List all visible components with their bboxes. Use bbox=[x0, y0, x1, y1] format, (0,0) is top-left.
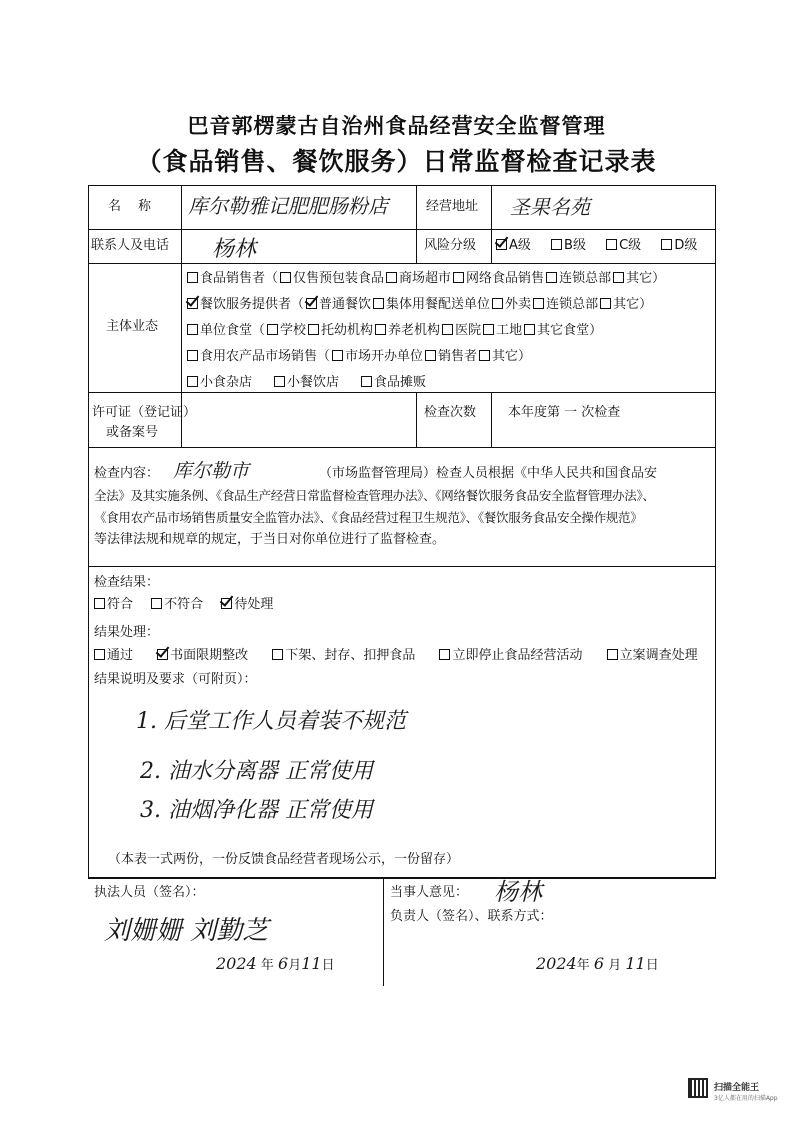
column-rule bbox=[491, 185, 492, 263]
business-option-label: 学校 bbox=[280, 323, 307, 338]
business-option[interactable] bbox=[361, 375, 426, 390]
business-option[interactable] bbox=[187, 349, 330, 364]
business-option[interactable] bbox=[546, 271, 611, 286]
signature-top-rule bbox=[88, 878, 716, 879]
business-option[interactable] bbox=[373, 297, 490, 312]
requirement-1: 1. 后堂工作人员着装不规范 bbox=[136, 709, 406, 734]
handling-options bbox=[94, 647, 698, 665]
risk-option-d[interactable]: D级 bbox=[661, 238, 697, 253]
checkbox[interactable] bbox=[661, 239, 672, 250]
opinion-label: 当事人意见： bbox=[390, 885, 469, 900]
business-option[interactable] bbox=[267, 323, 306, 338]
business-option-label: 网络食品销售 bbox=[466, 271, 545, 286]
contact-value: 杨林 bbox=[212, 237, 257, 262]
business-option-label: 连锁总部 bbox=[546, 297, 599, 312]
business-option[interactable] bbox=[386, 271, 451, 286]
inspection-prefix: 检查内容： bbox=[94, 466, 160, 481]
business-option[interactable] bbox=[492, 297, 531, 312]
checkbox[interactable] bbox=[479, 350, 490, 361]
business-option-label: 普通餐饮 bbox=[319, 297, 372, 312]
qr-code-icon bbox=[688, 1078, 708, 1098]
checkbox[interactable] bbox=[187, 350, 198, 361]
business-type-label: 主体业态 bbox=[106, 319, 159, 334]
business-option-label: 市场开办单位 bbox=[345, 349, 424, 364]
business-option[interactable] bbox=[187, 323, 265, 338]
checkbox[interactable] bbox=[492, 298, 503, 309]
checkbox[interactable] bbox=[187, 298, 198, 309]
business-option-label: 食品销售者（ bbox=[200, 271, 279, 286]
checkbox[interactable] bbox=[483, 324, 494, 335]
business-option[interactable] bbox=[483, 323, 522, 338]
inspection-line-1: （市场监督管理局）检查人员根据《中华人民共和国食品安 bbox=[319, 466, 658, 481]
business-option-label: 托幼机构 bbox=[321, 323, 374, 338]
party-date: 2024年 6 月 11日 bbox=[536, 954, 659, 973]
requirement-3: 3. 油烟净化器 正常使用 bbox=[140, 798, 373, 823]
checkbox[interactable] bbox=[442, 324, 453, 335]
license-label-2: 或备案号 bbox=[106, 425, 159, 440]
business-option-label: 其它） bbox=[492, 349, 532, 364]
checkbox[interactable] bbox=[221, 598, 232, 609]
opinion-signature: 杨林 bbox=[494, 878, 542, 906]
inspection-line-3: 《食用农产品市场销售质量安全监管办法》、《食品经营过程卫生规范》、《餐饮服务食品安全操作规范》 bbox=[94, 510, 643, 525]
checkbox[interactable] bbox=[280, 272, 291, 283]
risk-option-b[interactable]: B级 bbox=[551, 238, 586, 253]
officers-signature: 刘姗姗 刘勤芝 bbox=[104, 916, 269, 946]
business-option-label: 其它） bbox=[626, 271, 666, 286]
handling-option-rectify[interactable]: 书面限期整改 bbox=[157, 648, 248, 663]
inspection-line-4: 等法律法规和规章的规定，于当日对你单位进行了监督检查。 bbox=[94, 532, 446, 547]
business-option-label: 外卖 bbox=[505, 297, 532, 312]
risk-label: 风险分级 bbox=[424, 238, 477, 253]
checkbox[interactable] bbox=[600, 298, 611, 309]
requirement-2: 2. 油水分离器 正常使用 bbox=[140, 759, 373, 784]
checkbox[interactable] bbox=[308, 324, 319, 335]
checkbox[interactable] bbox=[613, 272, 624, 283]
watermark-subtitle: 3亿人都在用的扫描App bbox=[714, 1095, 778, 1102]
business-row bbox=[187, 296, 654, 314]
title-line-1: 巴音郭楞蒙古自治州食品经营安全监督管理 bbox=[187, 114, 606, 138]
business-option-label: 医院 bbox=[455, 323, 482, 338]
address-label: 经营地址 bbox=[426, 199, 479, 214]
results-label: 检查结果： bbox=[94, 575, 160, 590]
checkbox[interactable] bbox=[157, 649, 168, 660]
business-option[interactable] bbox=[533, 297, 598, 312]
handling-option-investigate[interactable]: 立案调查处理 bbox=[607, 648, 698, 663]
row-rule bbox=[88, 392, 716, 393]
title-line-2: （食品销售、餐饮服务）日常监督检查记录表 bbox=[136, 147, 657, 176]
checkbox[interactable] bbox=[361, 376, 372, 387]
checkbox[interactable] bbox=[187, 272, 198, 283]
handling-option-stop[interactable]: 立即停止食品经营活动 bbox=[439, 648, 582, 663]
business-option[interactable] bbox=[274, 375, 339, 390]
checkbox[interactable] bbox=[425, 350, 436, 361]
checkbox[interactable] bbox=[94, 649, 105, 660]
risk-options bbox=[496, 237, 697, 255]
business-option-label: 销售者 bbox=[438, 349, 478, 364]
business-option-label: 食品摊贩 bbox=[374, 375, 427, 390]
checkbox[interactable] bbox=[606, 239, 617, 250]
business-option[interactable] bbox=[187, 271, 278, 286]
checkbox[interactable] bbox=[94, 598, 105, 609]
checkbox[interactable] bbox=[373, 298, 384, 309]
checkbox[interactable] bbox=[151, 598, 162, 609]
checkbox[interactable] bbox=[306, 298, 317, 309]
business-name-value: 库尔勒雅记肥肥肠粉店 bbox=[188, 194, 388, 218]
business-option[interactable] bbox=[442, 323, 481, 338]
license-label: 许可证（登记证） bbox=[92, 405, 197, 420]
result-option-pass[interactable]: 符合 bbox=[94, 597, 133, 612]
results-options bbox=[94, 596, 273, 614]
checkbox[interactable] bbox=[274, 376, 285, 387]
business-row bbox=[187, 374, 448, 392]
scanner-watermark bbox=[688, 1076, 788, 1106]
checkbox[interactable] bbox=[453, 272, 464, 283]
checkbox[interactable] bbox=[546, 272, 557, 283]
result-option-pending[interactable]: 待处理 bbox=[221, 597, 273, 612]
business-option-label: 食用农产品市场销售（ bbox=[200, 349, 331, 364]
business-option-label: 其它） bbox=[613, 297, 653, 312]
business-option[interactable] bbox=[308, 323, 373, 338]
business-option-label: 工地 bbox=[496, 323, 523, 338]
checkbox[interactable] bbox=[439, 649, 450, 660]
result-option-fail[interactable]: 不符合 bbox=[151, 597, 203, 612]
business-option[interactable] bbox=[479, 349, 531, 364]
signature-divider bbox=[383, 878, 384, 986]
checkbox[interactable] bbox=[332, 350, 343, 361]
handling-option-seize[interactable]: 下架、封存、扣押食品 bbox=[272, 648, 415, 663]
responsible-label: 负责人（签名）、联系方式： bbox=[390, 909, 553, 924]
business-option[interactable] bbox=[306, 297, 371, 312]
officers-date: 2024 年 6月11日 bbox=[216, 954, 335, 973]
row-rule bbox=[88, 566, 716, 567]
column-rule bbox=[491, 392, 492, 447]
column-rule bbox=[416, 185, 417, 263]
checkbox[interactable] bbox=[496, 239, 507, 250]
row-rule bbox=[88, 447, 716, 448]
business-option-label: 商场超市 bbox=[399, 271, 452, 286]
business-row bbox=[187, 348, 533, 366]
business-option[interactable] bbox=[375, 323, 440, 338]
handling-option-pass[interactable]: 通过 bbox=[94, 648, 133, 663]
checkbox[interactable] bbox=[524, 324, 535, 335]
checkbox[interactable] bbox=[187, 376, 198, 387]
business-option[interactable] bbox=[613, 271, 665, 286]
checkbox[interactable] bbox=[187, 324, 198, 335]
row-rule bbox=[88, 229, 716, 230]
handling-label: 结果处理： bbox=[94, 625, 160, 640]
business-option-label: 连锁总部 bbox=[559, 271, 612, 286]
inspection-paragraph bbox=[94, 460, 708, 551]
business-option[interactable] bbox=[600, 297, 652, 312]
business-option[interactable] bbox=[187, 375, 252, 390]
checkbox[interactable] bbox=[386, 272, 397, 283]
footnote: （本表一式两份，一份反馈食品经营者现场公示，一份留存） bbox=[108, 852, 460, 867]
inspection-count-value: 本年度第 一 次检查 bbox=[508, 405, 621, 420]
address-value: 圣果名苑 bbox=[510, 195, 590, 219]
inspection-count-label: 检查次数 bbox=[424, 405, 477, 420]
business-option[interactable] bbox=[280, 271, 384, 286]
checkbox[interactable] bbox=[607, 649, 618, 660]
business-option-label: 小餐饮店 bbox=[287, 375, 340, 390]
checkbox[interactable] bbox=[272, 649, 283, 660]
business-option[interactable] bbox=[425, 349, 477, 364]
column-rule bbox=[416, 392, 417, 447]
checkbox[interactable] bbox=[551, 239, 562, 250]
checkbox[interactable] bbox=[267, 324, 278, 335]
business-row bbox=[187, 322, 604, 340]
business-option[interactable] bbox=[187, 297, 304, 312]
explain-label: 结果说明及要求（可附页）： bbox=[94, 672, 257, 687]
business-option-label: 仅售预包装食品 bbox=[293, 271, 385, 286]
risk-option-c[interactable]: C级 bbox=[606, 238, 641, 253]
contact-label: 联系人及电话 bbox=[91, 238, 170, 253]
inspection-line-2: 全法》及其实施条例、《食品生产经营日常监督检查管理办法》、《网络餐饮服务食品安全监督管理办法》、 bbox=[94, 488, 655, 503]
risk-option-a[interactable]: A级 bbox=[496, 238, 531, 253]
officers-label: 执法人员（签名）： bbox=[94, 885, 205, 900]
name-label: 名 称 bbox=[108, 199, 154, 214]
business-option-label: 单位食堂（ bbox=[200, 323, 266, 338]
business-option-label: 其它食堂） bbox=[537, 323, 603, 338]
business-option-label: 小食杂店 bbox=[200, 375, 253, 390]
business-option[interactable] bbox=[524, 323, 602, 338]
checkbox[interactable] bbox=[375, 324, 386, 335]
business-option-label: 集体用餐配送单位 bbox=[386, 297, 491, 312]
business-row bbox=[187, 270, 667, 288]
bureau-handwritten: 库尔勒市 bbox=[173, 460, 250, 482]
business-option[interactable] bbox=[332, 349, 423, 364]
checkbox[interactable] bbox=[533, 298, 544, 309]
business-option-label: 养老机构 bbox=[388, 323, 441, 338]
business-option[interactable] bbox=[453, 271, 544, 286]
watermark-title: 扫描全能王 bbox=[714, 1083, 760, 1093]
row-rule bbox=[88, 263, 716, 264]
business-option-label: 餐饮服务提供者（ bbox=[200, 297, 305, 312]
